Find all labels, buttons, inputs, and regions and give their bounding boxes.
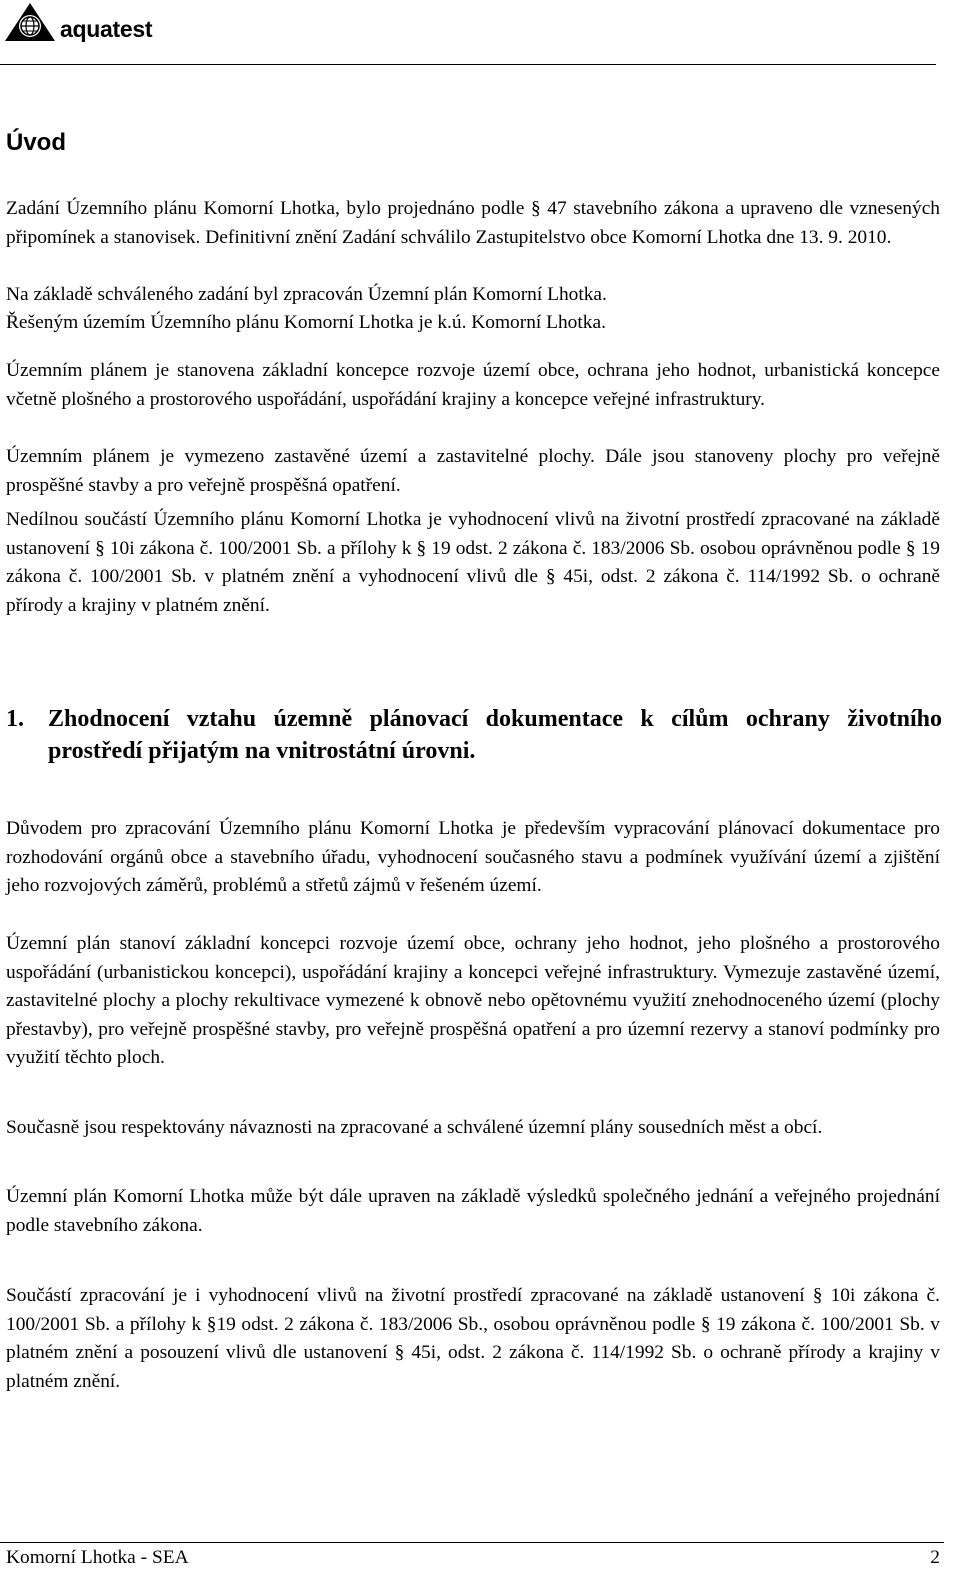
globe-logo-icon xyxy=(4,2,56,42)
header-divider xyxy=(0,64,936,65)
page-title: Úvod xyxy=(6,129,66,156)
section-paragraph-4: Územní plán Komorní Lhotka může být dále upraven na základě výsledků společného jednání a veřejného projednání podle stavebního zákona. xyxy=(6,1186,940,1236)
intro-paragraph-5: Územním plánem je vymezeno zastavěné území a zastavitelné plochy. Dále jsou stanoveny plochy pro veřejně prospěšné stavby a pro veřejně prospěšná opatření. xyxy=(6,446,940,496)
footer-divider xyxy=(0,1542,944,1543)
aquatest-logo xyxy=(4,2,214,44)
section-paragraph-1: Důvodem pro zpracování Územního plánu Komorní Lhotka je především vypracování plánovací dokumentace pro rozhodování orgánů obce a stavebního úřadu, vyhodnocení současného stavu a podmínek využívání území a zjištění jeho rozvojových záměrů, problémů a střetů zájmů v řešeném území. xyxy=(6,818,940,896)
intro-paragraph-2: Na základě schváleného zadání byl zpracován Územní plán Komorní Lhotka. xyxy=(6,284,607,305)
intro-paragraph-6: Nedílnou součástí Územního plánu Komorní Lhotka je vyhodnocení vlivů na životní prostředí zpracované na základě ustanovení § 10i zákona č. 100/2001 Sb. a přílohy k § 19 odst. 2 zákona č. 183/2006 Sb. osobou oprávněnou podle § 19 zákona č. 100/2001 Sb. v platném znění a vyhodnocení vlivů dle § 45i, odst. 2 zákona č. 114/1992 Sb. o ochraně přírody a krajiny v platném znění. xyxy=(6,509,940,616)
intro-paragraph-4: Územním plánem je stanovena základní koncepce rozvoje území obce, ochrana jeho hodnot, urbanistická koncepce včetně plošného a prostorového uspořádání, uspořádání krajiny a koncepce veřejné infrastruktury. xyxy=(6,360,940,410)
section-paragraph-2: Územní plán stanoví základní koncepci rozvoje území obce, ochrany jeho hodnot, jeho plošného a prostorového uspořádání (urbanistickou koncepci), uspořádání krajiny a koncepci veřejné infrastruktury. Vymezuje zastavěné území, zastavitelné plochy a plochy rekultivace vymezené k obnově nebo opětovnému využití znehodnoceného území (plochy přestavby), pro veřejně prospěšné stavby, pro veřejně prospěšná opatření a pro územní rezervy a stanoví podmínky pro využití těchto ploch. xyxy=(6,933,940,1068)
intro-paragraph-1: Zadání Územního plánu Komorní Lhotka, bylo projednáno podle § 47 stavebního zákona a upraveno dle vznesených připomínek a stanovisek. Definitivní znění Zadání schválilo Zastupitelstvo obce Komorní Lhotka dne 13. 9. 2010. xyxy=(6,198,940,248)
section-heading-text: Zhodnocení vztahu územně plánovací dokumentace k cílům ochrany životního prostředí přijatým na vnitrostátní úrovni. xyxy=(48,706,942,764)
logo-wordmark: aquatest xyxy=(60,16,153,42)
footer-page-number: 2 xyxy=(930,1547,940,1568)
section-number: 1. xyxy=(6,706,24,732)
section-paragraph-3: Současně jsou respektovány návaznosti na zpracované a schválené územní plány sousedních měst a obcí. xyxy=(6,1117,823,1138)
intro-paragraph-3: Řešeným územím Územního plánu Komorní Lhotka je k.ú. Komorní Lhotka. xyxy=(6,312,606,333)
section-heading xyxy=(6,703,942,767)
footer-document-name: Komorní Lhotka - SEA xyxy=(6,1547,189,1568)
section-paragraph-5: Součástí zpracování je i vyhodnocení vlivů na životní prostředí zpracované na základě ustanovení § 10i zákona č. 100/2001 Sb. a přílohy k §19 odst. 2 zákona č. 183/2006 Sb., osobou oprávněnou podle § 19 zákona č. 100/2001 Sb. v platném znění a posouzení vlivů dle ustanovení § 45i, odst. 2 zákona č. 114/1992 Sb. o ochraně přírody a krajiny v platném znění. xyxy=(6,1285,940,1392)
